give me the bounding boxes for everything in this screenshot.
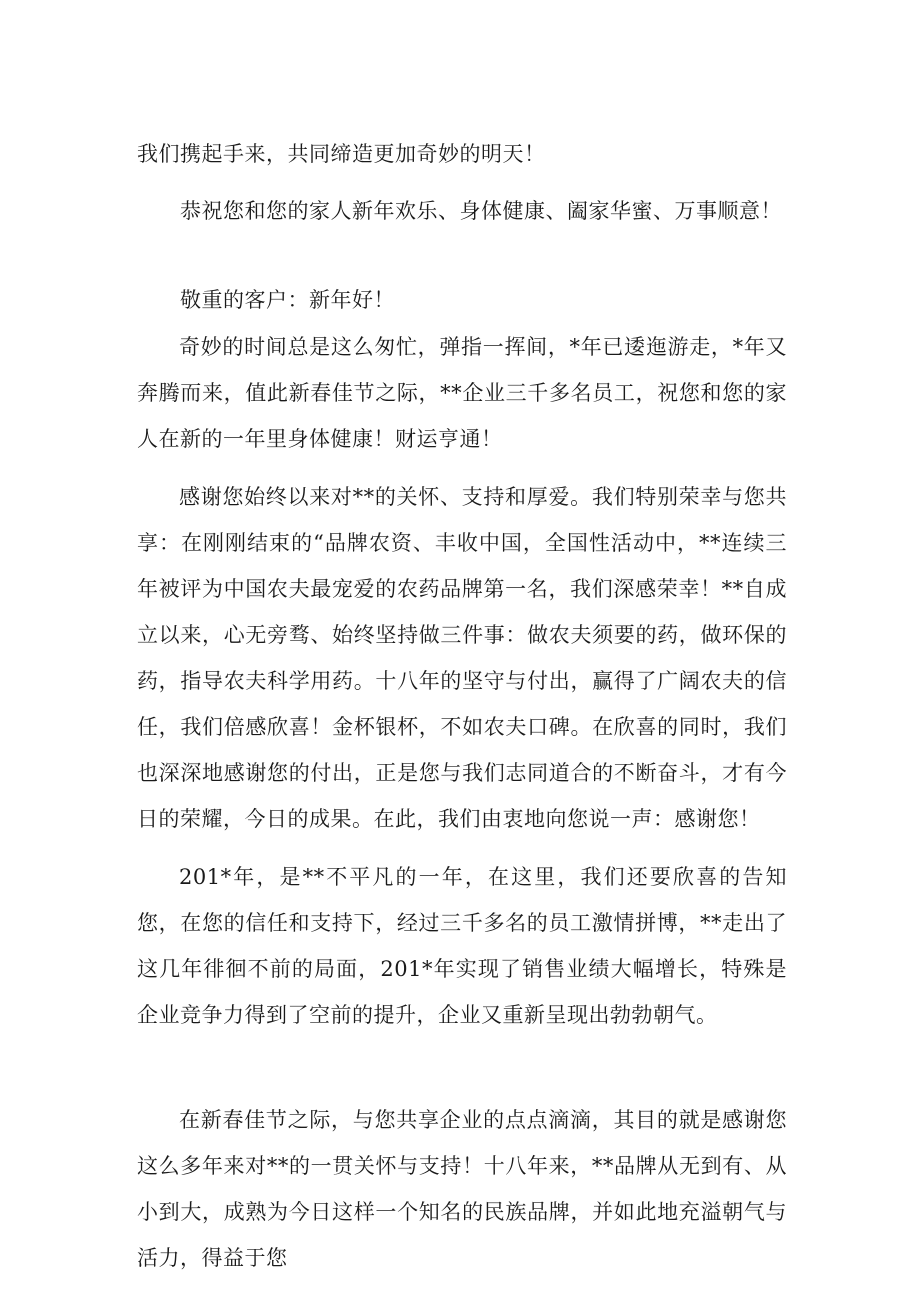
paragraph-sharing: 在新春佳节之际，与您共享企业的点点滴滴，其目的就是感谢您这么多年来对**的一贯关怀与支持！十八年来，**品牌从无到有、从小到大，成熟为今日这样一个知名的民族品牌，并如此地充溢朝气与活力，得益于您 bbox=[137, 1108, 787, 1270]
paragraph-wishes: 恭祝您和您的家人新年欢乐、身体健康、阖家华蜜、万事顺意！ bbox=[180, 199, 782, 223]
paragraph-closing-line: 我们携起手来，共同缔造更加奇妙的明天！ bbox=[137, 142, 546, 166]
paragraph-year-review: 201*年，是**不平凡的一年，在这里，我们还要欣喜的告知您，在您的信任和支持下，经过三千多名的员工激情拼博，**走出了这几年徘徊不前的局面，201*年实现了销售业绩大幅增长，特殊是企业竞争力得到了空前的提升，企业又重新呈现出勃勃朝气。 bbox=[137, 865, 787, 1027]
paragraph-thanks: 感谢您始终以来对**的关怀、支持和厚爱。我们特别荣幸与您共享：在刚刚结束的“品牌农资、丰收中国，全国性活动中，**连续三年被评为中国农夫最宠爱的农药品牌第一名，我们深感荣幸！**自成立以来，心无旁骛、始终坚持做三件事：做农夫须要的药，做环保的药，指导农夫科学用药。十八年的坚守与付出，赢得了广阔农夫的信任，我们倍感欣喜！金杯银杯，不如农夫口碑。在欣喜的同时，我们也深深地感谢您的付出，正是您与我们志同道合的不断奋斗，才有今日的荣耀，今日的成果。在此，我们由衷地向您说一声：感谢您！ bbox=[137, 485, 787, 831]
paragraph-new-year-greeting: 奇妙的时间总是这么匆忙，弹指一挥间，*年已逶迤游走，*年又奔腾而来，值此新春佳节之际，**企业三千多名员工，祝您和您的家人在新的一年里身体健康！财运亨通！ bbox=[137, 335, 787, 451]
paragraph-salutation: 敬重的客户：新年好！ bbox=[180, 288, 395, 312]
